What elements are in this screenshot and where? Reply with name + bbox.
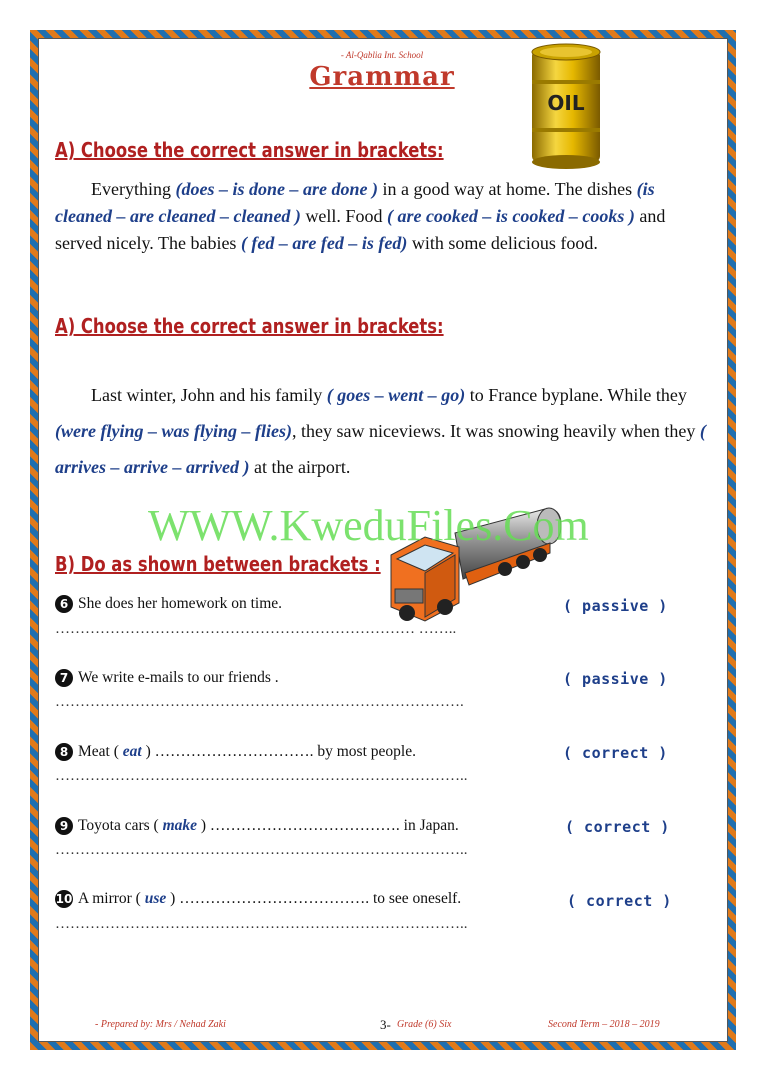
text: and served nicely. The babies — [55, 206, 666, 253]
question-number: 7 — [55, 669, 73, 687]
question-text: ) ………………………………. to see oneself. — [166, 890, 462, 907]
section-a2-heading: A) Choose the correct answer in brackets: — [55, 314, 444, 338]
barrel-label: OIL — [547, 91, 585, 115]
question-text: ) …………………………. by most people. — [141, 743, 416, 760]
page-title: Grammar — [309, 62, 455, 92]
question-9-instruction: ( correct ) — [565, 818, 670, 836]
answer-line-7[interactable]: ………………………………………………………………………. — [55, 694, 464, 710]
verb: make — [162, 817, 197, 834]
question-text: A mirror ( — [78, 890, 145, 907]
question-number: 10 — [55, 892, 73, 907]
question-10 — [55, 890, 461, 908]
question-number: 6 — [55, 595, 73, 613]
option-group: ( goes – went – go) — [326, 385, 466, 405]
question-6-instruction: ( passive ) — [563, 597, 668, 615]
question-8-instruction: ( correct ) — [563, 744, 668, 762]
answer-line-10[interactable]: ……………………………………………………………………….. — [55, 916, 468, 932]
text: in a good way at home. The dishes — [377, 179, 637, 199]
question-number: 9 — [55, 817, 73, 835]
text: , they saw niceviews. It was snowing heavily when they — [291, 421, 700, 441]
question-6 — [55, 595, 282, 613]
question-7 — [55, 669, 279, 687]
verb: use — [144, 890, 167, 907]
question-number: 8 — [55, 743, 73, 761]
option-group: ( fed – are fed – is fed) — [240, 233, 408, 253]
option-group: ( arrives – arrive – arrived ) — [55, 421, 706, 477]
option-group: ( are cooked – is cooked – cooks ) — [386, 206, 635, 226]
question-text: She does her homework on time. — [78, 595, 283, 612]
question-text: We write e-mails to our friends . — [78, 669, 279, 686]
option-group: (were flying – was flying – flies) — [55, 421, 292, 441]
text: Last winter, John and his family — [91, 385, 327, 405]
oil-barrel-icon — [518, 40, 614, 174]
answer-line-9[interactable]: ……………………………………………………………………….. — [55, 842, 468, 858]
watermark: WWW.KweduFiles.Com — [148, 501, 589, 550]
footer-prepared-by: - Prepared by: Mrs / Nehad Zaki — [95, 1019, 226, 1030]
text: well. Food — [300, 206, 387, 226]
text: to France byplane. While they — [465, 385, 687, 405]
answer-line-6[interactable]: ……………………………………………………………… …….. — [55, 621, 457, 637]
footer-grade: Grade (6) Six — [397, 1019, 452, 1030]
school-name: - Al-Qablia Int. School — [340, 50, 424, 60]
section-a2-paragraph — [55, 377, 715, 485]
answer-line-8[interactable]: ……………………………………………………………………….. — [55, 768, 468, 784]
question-10-instruction: ( correct ) — [567, 892, 672, 910]
section-a1-heading: A) Choose the correct answer in brackets: — [55, 138, 444, 162]
text: Everything — [91, 179, 176, 199]
text: at the airport. — [249, 457, 351, 477]
question-7-instruction: ( passive ) — [563, 670, 668, 688]
section-b-heading: B) Do as shown between brackets : — [55, 552, 381, 576]
question-text: ) ………………………………. in Japan. — [197, 817, 459, 834]
verb: eat — [122, 743, 142, 760]
question-text: Toyota cars ( — [78, 817, 163, 834]
option-group: (is cleaned – are cleaned – cleaned ) — [55, 179, 655, 226]
question-9 — [55, 817, 459, 835]
option-group: (does – is done – are done ) — [175, 179, 378, 199]
text: with some delicious food. — [407, 233, 598, 253]
question-text: Meat ( — [78, 743, 123, 760]
footer-page-number: 3- — [380, 1017, 391, 1032]
section-a1-paragraph — [55, 176, 715, 257]
question-8 — [55, 743, 416, 761]
footer-term: Second Term – 2018 – 2019 — [548, 1019, 660, 1030]
